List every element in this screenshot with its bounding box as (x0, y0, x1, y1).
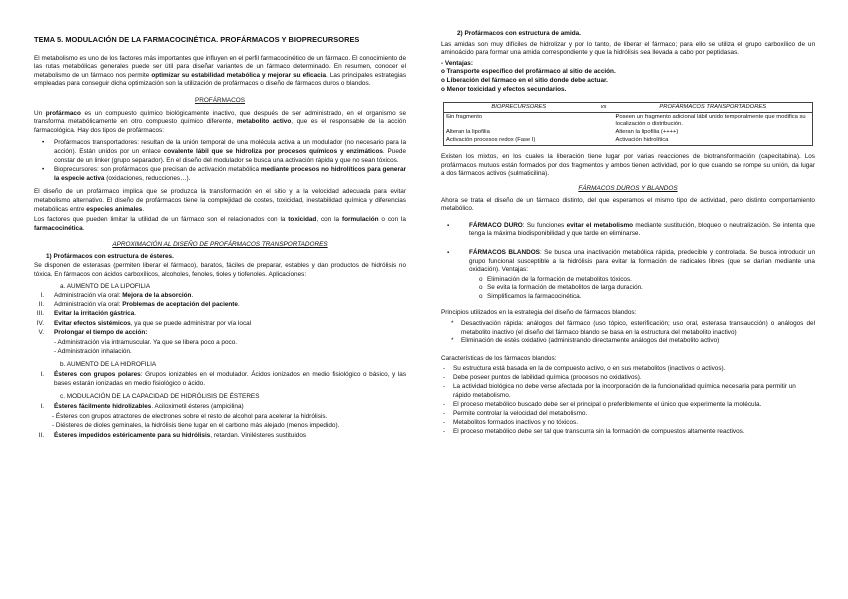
hidrolisis-heading: c. MODULACIÓN DE LA CAPACIDAD DE HIDRÓLISIS DE ÉSTERES (60, 393, 260, 401)
hidrofilia-list (34, 371, 406, 388)
amida-paragraph: Las amidas son muy difíciles de hidrolizar y por lo tanto, de liberar el fármaco; para ello se utiliza el grupo carboxílico de un aminoácido para formar una amida correspondiente y que la hidrólisis sea llevada a cabo por peptidasas. (441, 40, 815, 57)
profarmacos-heading: PROFÁRMACOS (194, 96, 246, 104)
table-header: BIOPRECURSORES (444, 103, 594, 113)
blando-ventaja: o Se evita la formación de metabolitos de larga duración. (441, 284, 815, 293)
table-row (444, 113, 813, 129)
principio-item: * Eliminación de estés oxidativo (administrando directamente análogos del metabolito activo) (441, 337, 815, 346)
limits-paragraph: Los factores que pueden limitar la utilidad de un fármaco son el relacionados con la toxicidad, con la formulación o con la farmacocinética. (34, 216, 406, 232)
hidrofilia-heading: b. AUMENTO DE LA HIDROFILIA (60, 361, 157, 369)
design-paragraph: El diseño de un profármaco implica que se produzca la transformación en el sitio y a la velocidad adecuada para evitar metabolismo alternativo. El diseño de profármacos tiene la complejidad de costes, toxicidad, inestabilidad química y diferencias metabólicas entre especies animales. (34, 188, 406, 213)
list-item: IV. Evitar efectos sistémicos, ya que se puede administrar por vía local (36, 319, 252, 327)
definition-paragraph: Un profármaco es un compuesto químico biológicamente inactivo, que después de ser administrado, en el organismo se transforma metabólicamente en otro compuesto químico diferente, metabolito activo, que es el responsable de la acción farmacológica. Hay dos tipos de profármacos: (34, 109, 406, 134)
caract-item: - Metabolitos formados inactivos y no tóxicos. (441, 419, 815, 428)
table-cell: - Alteran la lipofilia (444, 129, 594, 137)
caract-item: - Debe poseer puntos de labilidad química (procesos no oxidativos). (441, 374, 815, 383)
table-cell: - Sin fragmento (444, 113, 594, 129)
table-header: PROFÁRMACOS TRANSPORTADORES (614, 103, 813, 113)
caract-item: - Su estructura está basada en la de compuesto activo, o en sus metabolitos (inactivos o activos). (441, 365, 815, 374)
amida-heading: 2) Profármacos con estructura de amida. (457, 30, 581, 37)
blando-ventaja: o Eliminación de la formación de metabolitos tóxicos. (441, 276, 815, 285)
list-item: II. Administración vía oral: Problemas de aceptación del paciente. (38, 301, 240, 309)
caract-item: - El proceso metabólico debe ser tal que transcurra sin la formación de compuestos altamente reactivos. (441, 428, 815, 437)
blando-ventaja: o Simplificamos la farmacocinética. (441, 293, 815, 302)
prolong-sub-item: - Administración inhalación. (54, 347, 132, 355)
list-item: II. Ésteres impedidos estéricamente para su hidrólisis, retardan. Vinilésteres sustituidos (38, 431, 307, 439)
table-cell: - Alteran la lipofilia (++++) (614, 129, 813, 137)
hidrolisis-sub-item: - Diésteres de dioles geminales, la hidrólisis tiene lugar en el carbono más alejado (menos impedido). (52, 421, 340, 429)
approx-heading: APROXIMACIÓN AL DISEÑO DE PROFÁRMACOS TRANSPORTADORES (112, 241, 328, 249)
list-item: III. Evitar la irritación gástrica. (36, 310, 137, 318)
table-row (444, 137, 813, 146)
principios-label: Principios utilizados en la estrategia del diseño de fármacos blandos: (441, 309, 637, 317)
list-item: I. Ésteres con grupos polares: Grupos ionizables en el modulador. Ácidos ionizados en medio fisiológico o básico, y las bases estarán ionizadas en medio fisiológico o ácido. (40, 371, 407, 387)
mixtos-paragraph: Existen los mixtos, en los cuales la liberación tiene lugar por varias reacciones de biotransformación (capecitabina). Los profármacos mutuos están formados por dos fragmentos y ambos tienen actividad, por lo que cuando se rompe su unión, da lugar a dos fármacos activos (sulmaticilina). (441, 153, 815, 178)
hidrolisis-list-2 (34, 432, 406, 441)
profarmaco-types-list (34, 139, 406, 183)
table-cell: - Activación hidrolítica (614, 137, 813, 146)
lipofilia-list (34, 292, 406, 337)
comparison-table (443, 102, 813, 146)
right-column (441, 30, 815, 437)
ventaja-item: o Transporte específico del profármaco al sitio de acción. (441, 68, 616, 76)
page-title: TEMA 5. MODULACIÓN DE LA FARMACOCINÉTICA. PROFÁRMACOS Y BIOPRECURSORES (34, 35, 360, 44)
list-item: V. Prolongar el tiempo de acción: (38, 328, 148, 336)
table-cell: - Activación procesos redox (Fase I) (444, 137, 594, 146)
lipofilia-heading: a. AUMENTO DE LA LIPOFILIA (60, 282, 151, 290)
hidrolisis-list (34, 403, 406, 412)
table-cell: - Poseen un fragmento adicional lábil unido temporalmente que modifica su localización o distribución. (614, 113, 813, 129)
list-item: • Profármacos transportadores: resultan de la unión temporal de una molécula activa a un modulador (no necesario para la acción). Están unidos por un enlace covalente lábil que se hidroliza por procesos químicos y enzimáticos. Puede constar de un linker (grupo separador). En el diseño del modulador se busca una activación rápida y que no sean tóxicos. (34, 139, 406, 165)
principio-item: * Desactivación rápida: análogos del fármaco (uso tópico, esterificación; uso oral, esterasa transaucción) o análogos del metabolito inactivo (el diseño del fármaco blando se basa en la estructura del metabolito inactivo) (441, 320, 815, 337)
table-header: vs (594, 103, 614, 113)
intro-paragraph: El metabolismo es uno de los factores más importantes que influyen en el perfil farmacocinético de un fármaco. El conocimiento de las rutas metabólicas generales puede ser útil para diseñar variantes de un fármaco determinado. En resumen, conocer el metabolismo de un fármaco nos permite optimizar su estabilidad metabólica y mejorar su eficacia. Las principales estrategias empleadas para conseguir dicha optimización son la utilización de profármacos o diseño de fármacos duros o blandos. (34, 54, 407, 88)
hidrolisis-sub-item: - Ésteres con grupos atractores de electrones sobre el resto de alcohol para acelerar la hidrólisis. (52, 413, 328, 421)
ventajas-label: - Ventajas: (441, 59, 473, 67)
list-item: • Bioprecursores: son profármacos que precisan de activación metabólica mediante procesos no hidrolíticos para generar la especie activa (oxidaciones, reducciones…). (34, 166, 406, 183)
left-column (34, 36, 406, 442)
ventaja-item: o Liberación del fármaco en el sitio donde debe actuar. (441, 76, 608, 84)
list-item: I. Administración vía oral: Mejora de la absorción. (40, 292, 194, 300)
list-item: I. Ésteres fácilmente hidrolizables. Aciloximetil ésteres (ampicilina) (40, 402, 244, 410)
caract-item: - La actividad biológica no debe verse afectada por la incorporación de la funcionalidad química necesaria para permitir un rápido metabolismo. (441, 383, 815, 400)
ventaja-item: o Menor toxicidad y efectos secundarios. (441, 85, 567, 93)
duros-intro: Ahora se trata el diseño de un fármaco distinto, del que esperamos el mismo tipo de actividad, pero distinto comportamiento metabólico. (441, 196, 815, 213)
ester-intro: Se disponen de esterasas (permiten liberar el fármaco), baratos, fáciles de preparar, estables y dan productos de hidrólisis no tóxica. En fármacos con ácidos carboxílicos, alcoholes, fenoles, tioles y tiofenoles. Aplicaciones: (34, 262, 406, 279)
caract-label: Características de los fármacos blandos: (441, 354, 557, 362)
farmaco-duro-item: ▪ FÁRMACO DURO: Su funciones evitar el metabolismo mediante sustitución, bloqueo o neutralización. Se intenta que tenga la máxima biodisponibilidad y que tarde en eliminarse. (441, 222, 815, 239)
caract-item: - Permite controlar la velocidad del metabolismo. (441, 410, 815, 419)
table-row (444, 129, 813, 137)
prolong-sub-item: - Administración vía intramuscular. Ya que se libera poco a poco. (54, 339, 238, 347)
caract-item: - El proceso metabólico buscado debe ser el principal o preferiblemente el único que experimente la molécula. (441, 401, 815, 410)
ester-heading: 1) Profármacos con estructura de ésteres. (46, 252, 174, 260)
farmaco-blando-item: ▪ FÁRMACOS BLANDOS: Se busca una inactivación metabólica rápida, predecible y controlada. Se busca introducir un grupo funcional susceptible a la hidrólisis para evitar la formación de radicales libres (que se darían mediante una oxidación). Ventajas: (441, 249, 815, 275)
duros-heading: FÁRMACOS DUROS Y BLANDOS (578, 184, 678, 192)
